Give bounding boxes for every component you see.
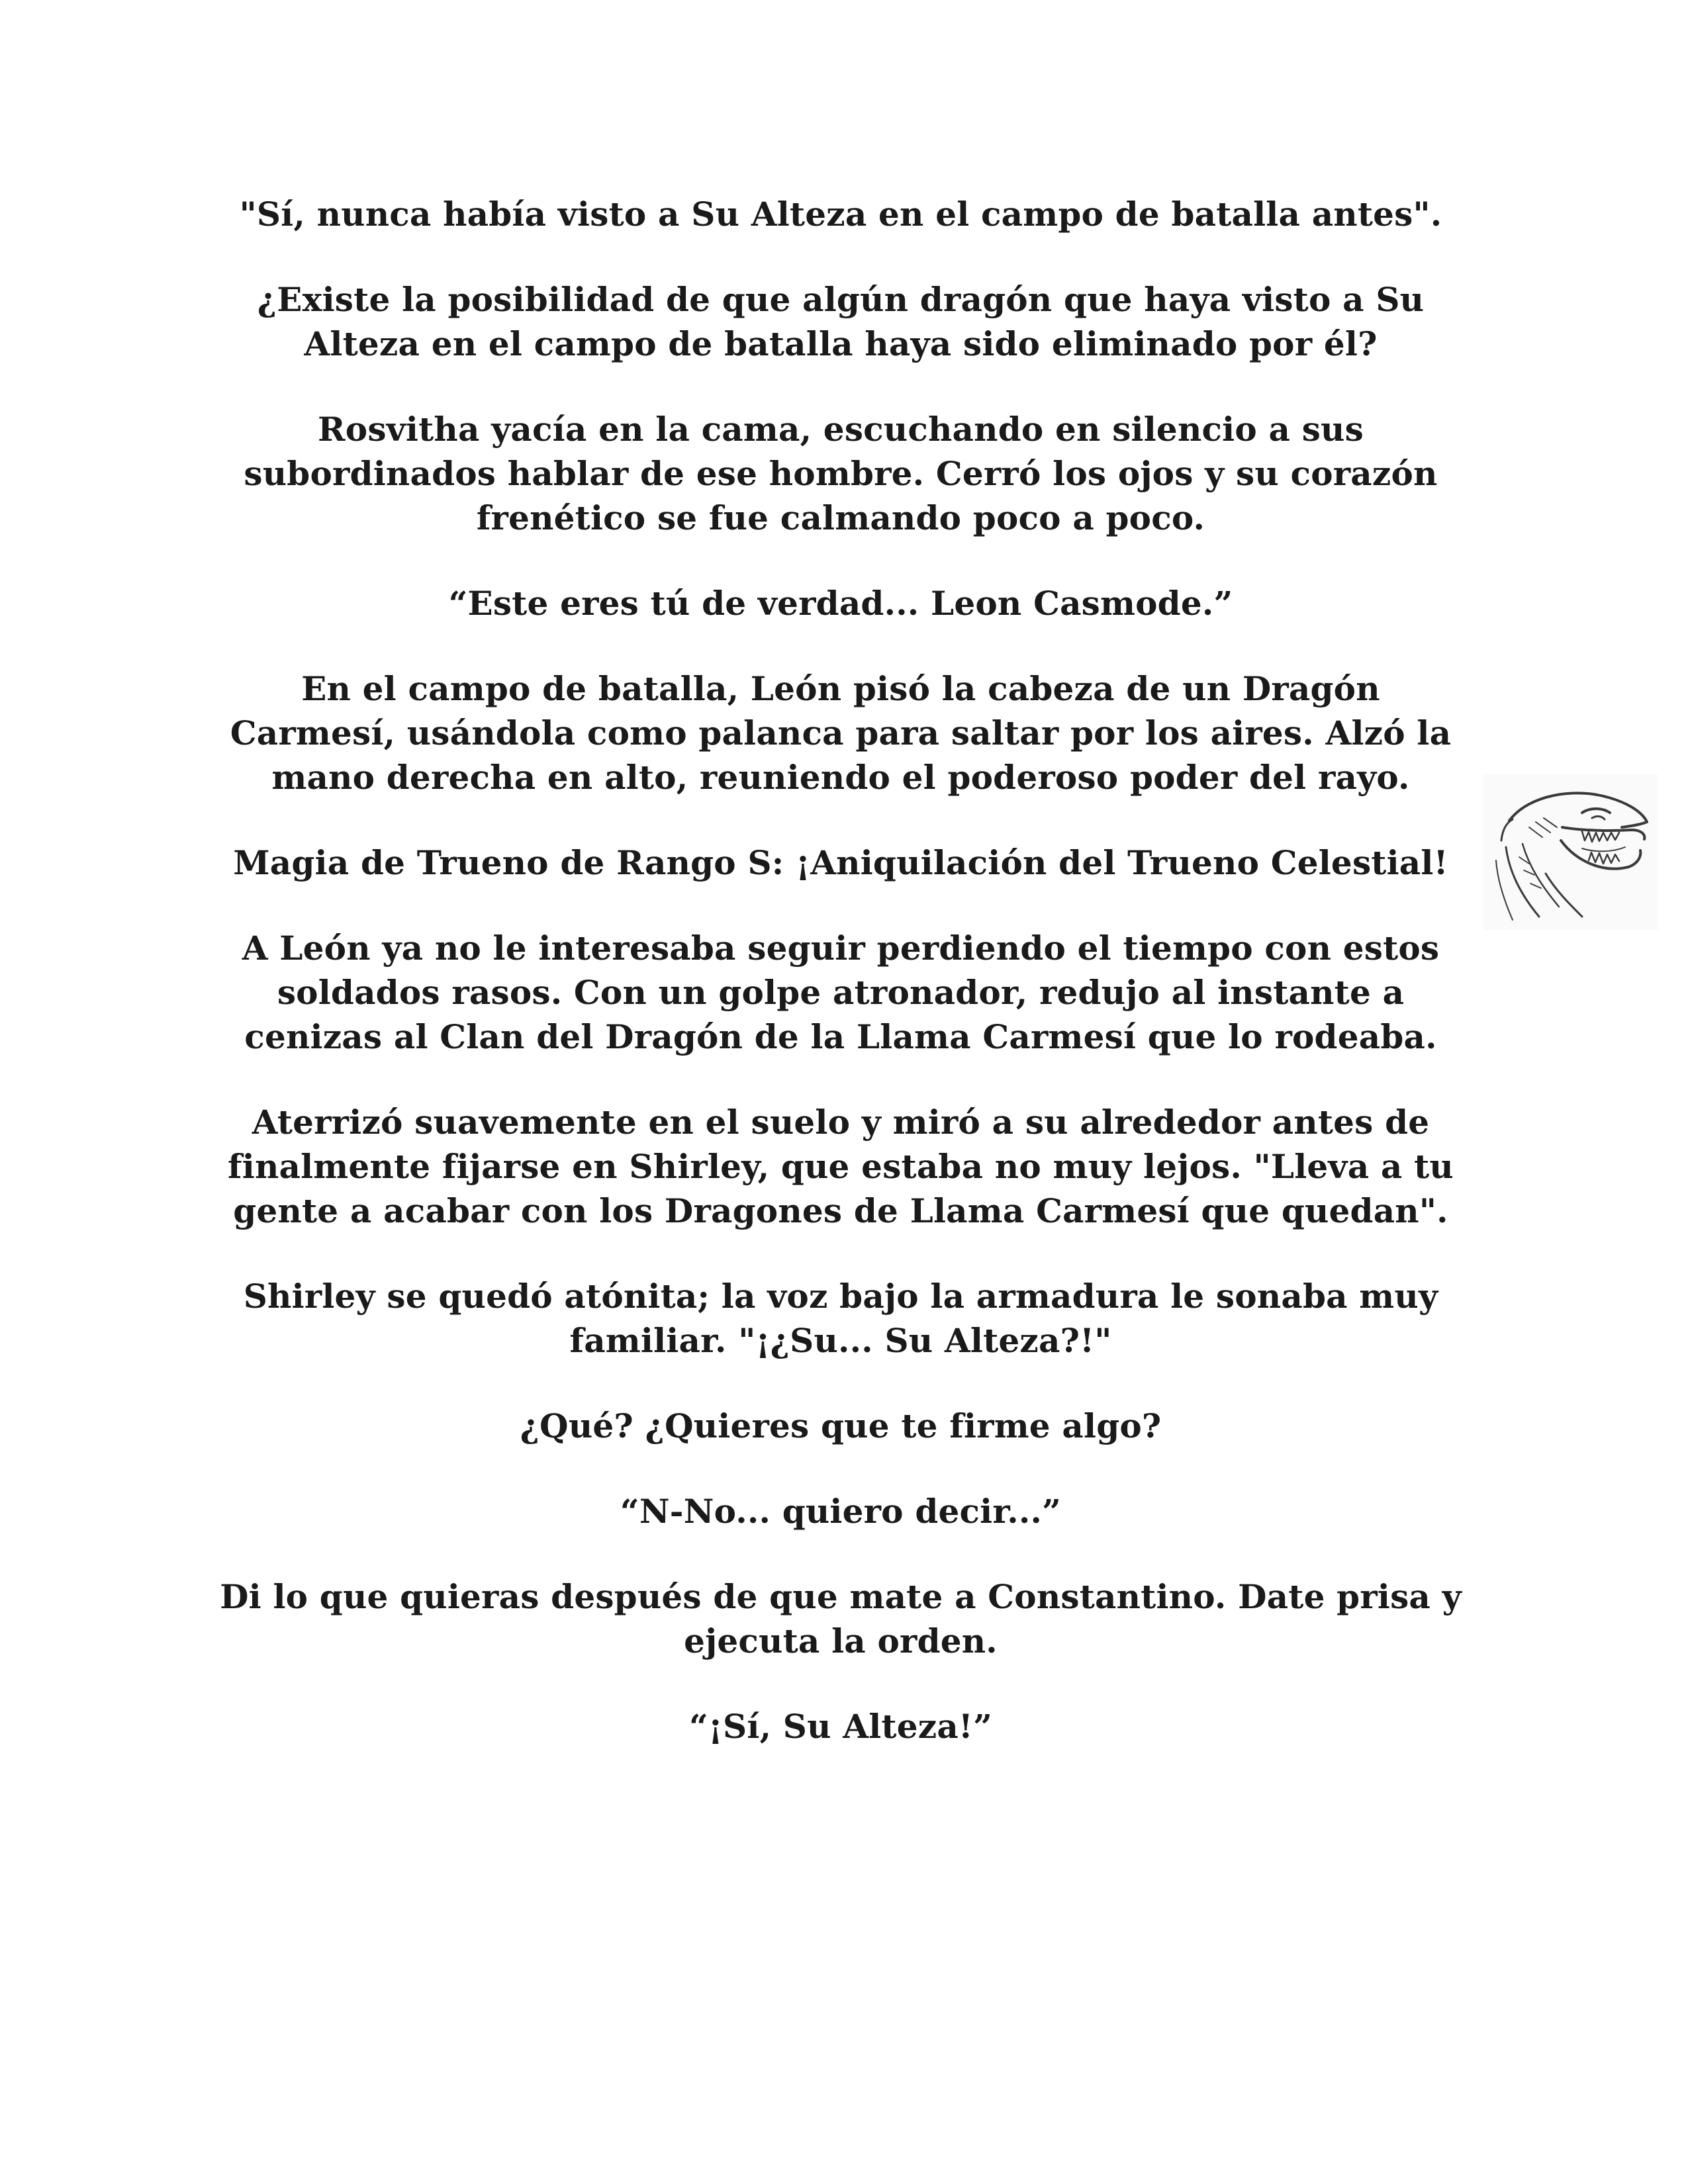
paragraph: ¿Existe la posibilidad de que algún dragón que haya visto a Su Alteza en el campo de batalla haya sido eliminado por él? xyxy=(257,280,1425,363)
paragraph: Rosvitha yacía en la cama, escuchando en silencio a sus subordinados hablar de ese hombre. Cerró los ojos y su corazón frenético se fue calmando poco a poco. xyxy=(244,410,1438,537)
paragraph: Magia de Trueno de Rango S: ¡Aniquilación del Trueno Celestial! xyxy=(233,843,1448,882)
paragraph: Shirley se quedó atónita; la voz bajo la armadura le sonaba muy familiar. "¡¿Su... Su Alteza?!" xyxy=(243,1277,1438,1360)
paragraph: “Este eres tú de verdad... Leon Casmode.” xyxy=(448,584,1233,623)
paragraph: Aterrizó suavemente en el suelo y miró a su alrededor antes de finalmente fijarse en Shirley, que estaba no muy lejos. "Lleva a tu gente a acabar con los Dragones de Llama Carmesí que quedan". xyxy=(228,1103,1454,1230)
paragraph: “¡Sí, Su Alteza!” xyxy=(688,1707,993,1746)
paragraph: A León ya no le interesaba seguir perdiendo el tiempo con estos soldados rasos. Con un golpe atronador, redujo al instante a cenizas al Clan del Dragón de la Llama Carmesí que lo rodeaba. xyxy=(242,929,1440,1056)
dragon-head-sketch-icon xyxy=(1483,774,1658,930)
paragraph: Di lo que quieras después de que mate a Constantino. Date prisa y ejecuta la orden. xyxy=(220,1577,1462,1661)
paragraph: ¿Qué? ¿Quieres que te firme algo? xyxy=(520,1406,1162,1445)
story-text xyxy=(218,192,1463,1790)
paragraph: En el campo de batalla, León pisó la cabeza de un Dragón Carmesí, usándola como palanca para saltar por los aires. Alzó la mano derecha en alto, reuniendo el poderoso poder del rayo. xyxy=(230,669,1452,797)
paragraph: “N-No... quiero decir...” xyxy=(620,1492,1062,1531)
paragraph: "Sí, nunca había visto a Su Alteza en el campo de batalla antes". xyxy=(239,195,1442,234)
